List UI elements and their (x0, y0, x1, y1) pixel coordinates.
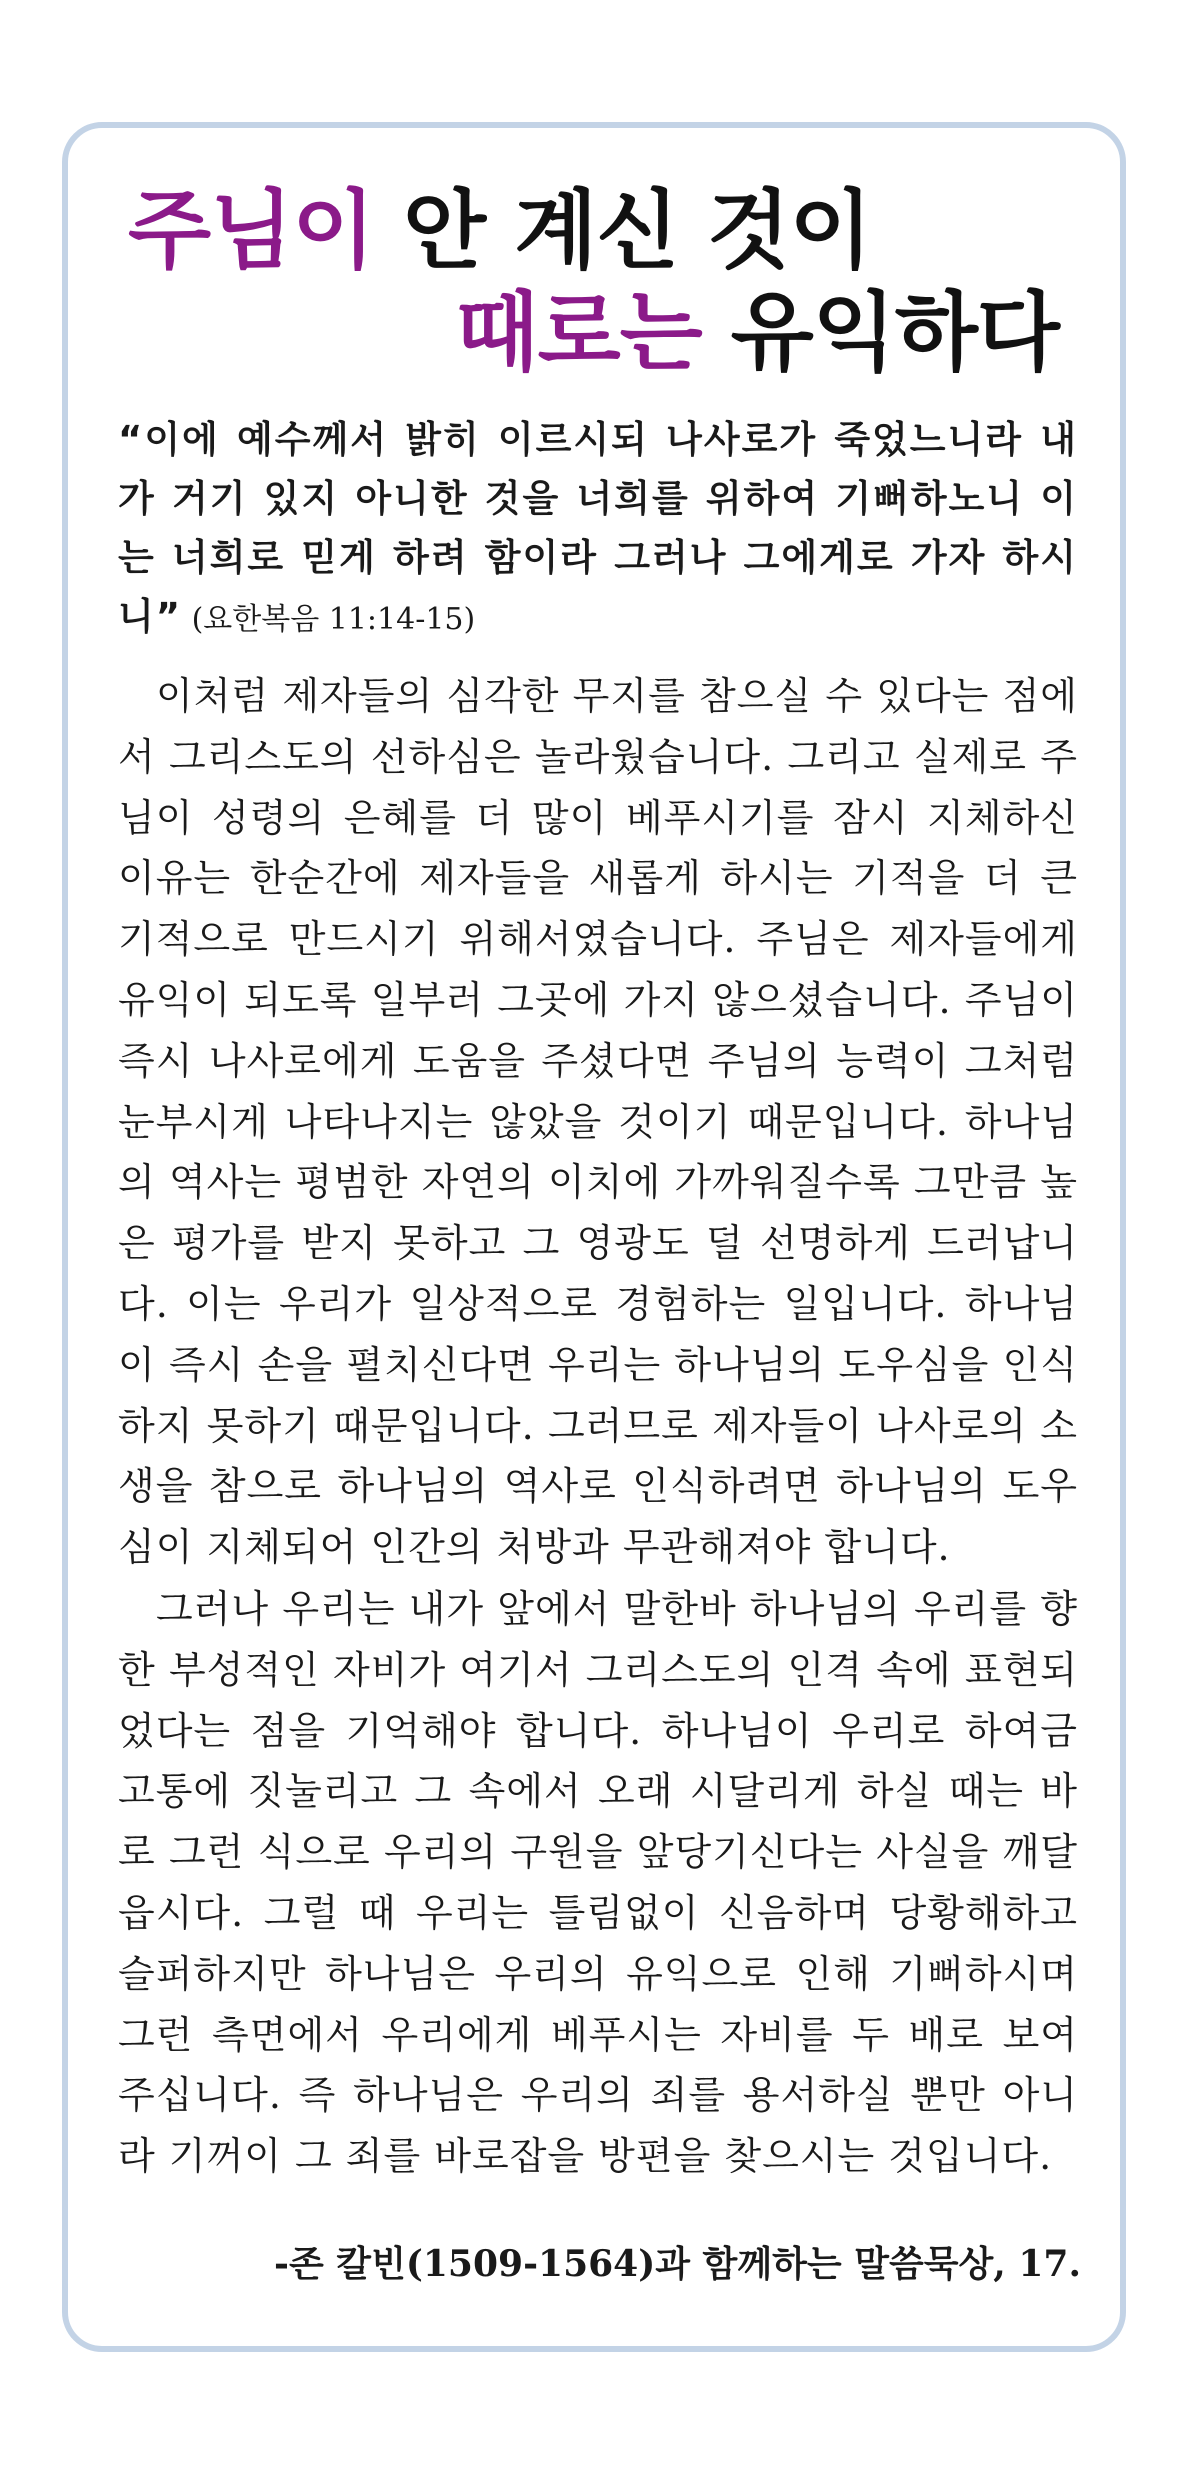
title-accent-1: 주님이 (128, 181, 375, 281)
scripture-quote (118, 410, 1078, 649)
body-paragraph-2: 그러나 우리는 내가 앞에서 말한바 하나님의 우리를 향한 부성적인 자비가 여기서 그리스도의 인격 속에 표현되었다는 점을 기억해야 합니다. 하나님이 우리로 하여금 고통에 짓눌리고 그 속에서 오래 시달리게 하실 때는 바로 그런 식으로 우리의 구원을 앞당기신다는 사실을 깨달읍시다. 그럴 때 우리는 틀림없이 신음하며 당황해하고 슬퍼하지만 하나님은 우리의 유익으로 인해 기뻐하시며 그런 측면에서 우리에게 베푸시는 자비를 두 배로 보여 주십니다. 즉 하나님은 우리의 죄를 용서하실 뿐만 아니라 기꺼이 그 죄를 바로잡을 방편을 찾으시는 것입니다. (118, 1587, 1078, 2179)
article-title-line-2 (455, 283, 1059, 383)
title-rest-1: 안 계신 것이 (374, 181, 872, 281)
scripture-reference: (요한복음 11:14-15) (182, 602, 476, 637)
title-rest-2: 유익하다 (701, 283, 1059, 383)
body-paragraph-1: 이처럼 제자들의 심각한 무지를 참으실 수 있다는 점에서 그리스도의 선하심은 놀라웠습니다. 그리고 실제로 주님이 성령의 은혜를 더 많이 베푸시기를 잠시 지체하신 이유는 한순간에 제자들을 새롭게 하시는 기적을 더 큰 기적으로 만드시기 위해서였습니다. 주님은 제자들에게 유익이 되도록 일부러 그곳에 가지 않으셨습니다. 주님이 즉시 나사로에게 도움을 주셨다면 주님의 능력이 그처럼 눈부시게 나타나지는 않았을 것이기 때문입니다. 하나님의 역사는 평범한 자연의 이치에 가까워질수록 그만큼 높은 평가를 받지 못하고 그 영광도 덜 선명하게 드러납니다. 이는 우리가 일상적으로 경험하는 일입니다. 하나님이 즉시 손을 펼치신다면 우리는 하나님의 도우심을 인식하지 못하기 때문입니다. 그러므로 제자들이 나사로의 소생을 참으로 하나님의 역사로 인식하려면 하나님의 도우심이 지체되어 인간의 처방과 무관해져야 합니다. (118, 674, 1078, 1570)
title-accent-2: 때로는 (455, 283, 702, 383)
source-citation: -존 칼빈(1509-1564)과 함께하는 말씀묵상, 17. (274, 2243, 1081, 2285)
article-title-line-1 (128, 181, 872, 281)
scripture-text: “이에 예수께서 밝히 이르시되 나사로가 죽었느니라 내가 거기 있지 아니한 것을 너희를 위하여 기뻐하노니 이는 너희로 믿게 하려 함이라 그러나 그에게로 가자 하시니” (118, 418, 1078, 638)
